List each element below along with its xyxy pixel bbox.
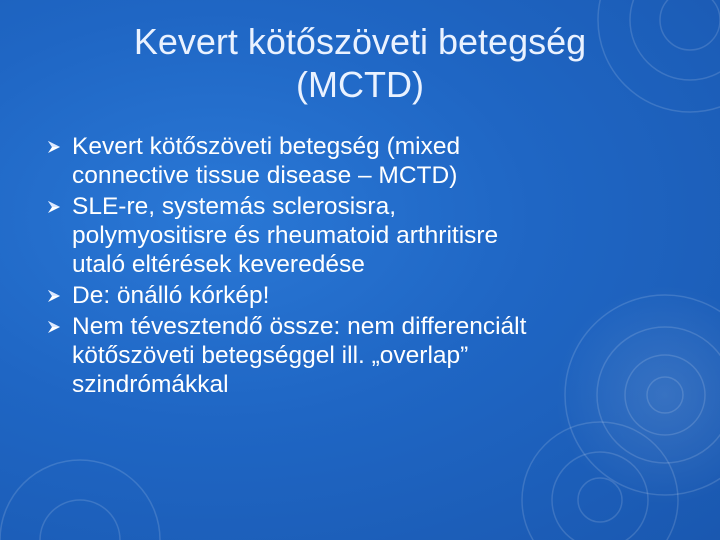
- arrow-right-icon: [46, 319, 62, 335]
- bullet-line: utaló eltérések keveredése: [72, 251, 365, 278]
- bullet-line: szindrómákkal: [72, 371, 229, 398]
- arrow-right-icon: [46, 139, 62, 155]
- slide-title-line-2: (MCTD): [296, 64, 424, 105]
- bullet-line: kötőszöveti betegséggel ill. „overlap”: [72, 342, 469, 369]
- slide-title-line-1: Kevert kötőszöveti betegség: [133, 21, 587, 62]
- bullet-list: [44, 132, 704, 401]
- bullet-item: [44, 132, 704, 190]
- bullet-line: connective tissue disease – MCTD): [72, 162, 458, 189]
- bullet-item: [44, 312, 704, 399]
- arrow-right-icon: [46, 199, 62, 215]
- bullet-line: polymyositisre és rheumatoid arthritisre: [72, 222, 499, 249]
- bullet-item: [44, 281, 704, 310]
- bullet-line: De: önálló kórkép!: [72, 282, 270, 309]
- arrow-right-icon: [46, 288, 62, 304]
- slide-title: [0, 20, 720, 106]
- bullet-line: SLE-re, systemás sclerosisra,: [72, 193, 397, 220]
- bullet-line: Nem tévesztendő össze: nem differenciált: [72, 313, 527, 340]
- bullet-line: Kevert kötőszöveti betegség (mixed: [72, 133, 461, 160]
- bullet-item: [44, 192, 704, 279]
